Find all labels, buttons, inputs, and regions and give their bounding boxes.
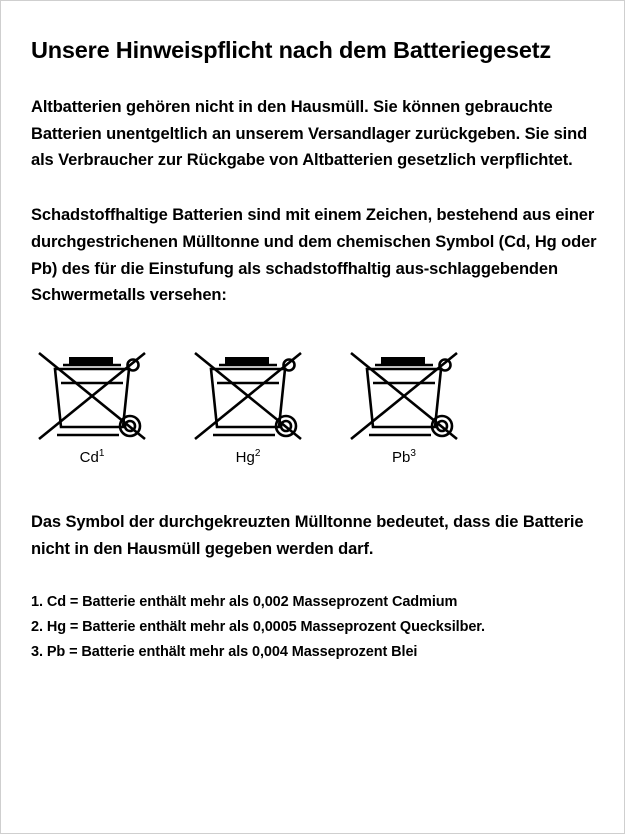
symbol-cd bbox=[33, 335, 151, 475]
page-title: Unsere Hinweispflicht nach dem Batteriegesetz bbox=[31, 37, 551, 63]
symbol-label-sup: 3 bbox=[410, 448, 416, 460]
footnote-pb: 3. Pb = Batterie enthält mehr als 0,004 Masseprozent Blei bbox=[31, 644, 418, 661]
symbol-label-sup: 1 bbox=[98, 448, 105, 460]
symbol-label-sup: 2 bbox=[254, 448, 261, 460]
symbol-label-text: Hg bbox=[235, 449, 255, 467]
symbol-label-text: Pb bbox=[392, 449, 411, 467]
symbol-row bbox=[33, 335, 597, 475]
crossed-out-wheeled-bin-icon bbox=[345, 335, 463, 447]
paragraph-crossed-bin-meaning: Das Symbol der durchgekreuzten Mülltonne bedeutet, dass die Batterie nicht in den Hausmüll gegeben werden darf. bbox=[31, 513, 584, 558]
paragraph-hazardous-marking: Schadstoffhaltige Batterien sind mit einem Zeichen, bestehend aus einer durchgestrichenen Mülltonne und dem chemischen Symbol (Cd, Hg oder Pb) des für die Einstufung als schadstoffhaltig aus-schlaggebenden Schwermetalls versehen: bbox=[31, 206, 597, 305]
crossed-out-wheeled-bin-icon bbox=[33, 335, 151, 447]
footnotes bbox=[31, 590, 597, 665]
symbol-pb bbox=[345, 335, 463, 475]
footnote-hg: 2. Hg = Batterie enthält mehr als 0,0005 Masseprozent Quecksilber. bbox=[31, 619, 485, 636]
symbol-label-text: Cd bbox=[79, 449, 99, 467]
footnote-cd: 1. Cd = Batterie enthält mehr als 0,002 Masseprozent Cadmium bbox=[31, 594, 458, 611]
symbol-hg bbox=[189, 335, 307, 475]
document-content bbox=[31, 37, 597, 665]
paragraph-return-obligation: Altbatterien gehören nicht in den Hausmüll. Sie können gebrauchte Batterien unentgeltlich an unserem Versandlager zurückgeben. Sie sind als Verbraucher zur Rückgabe von Altbatterien gesetzlich verpflichtet. bbox=[31, 98, 588, 170]
symbol-label-cd bbox=[33, 448, 151, 466]
crossed-out-wheeled-bin-icon bbox=[189, 335, 307, 447]
symbol-label-hg bbox=[189, 448, 307, 466]
symbol-label-pb bbox=[345, 448, 463, 466]
